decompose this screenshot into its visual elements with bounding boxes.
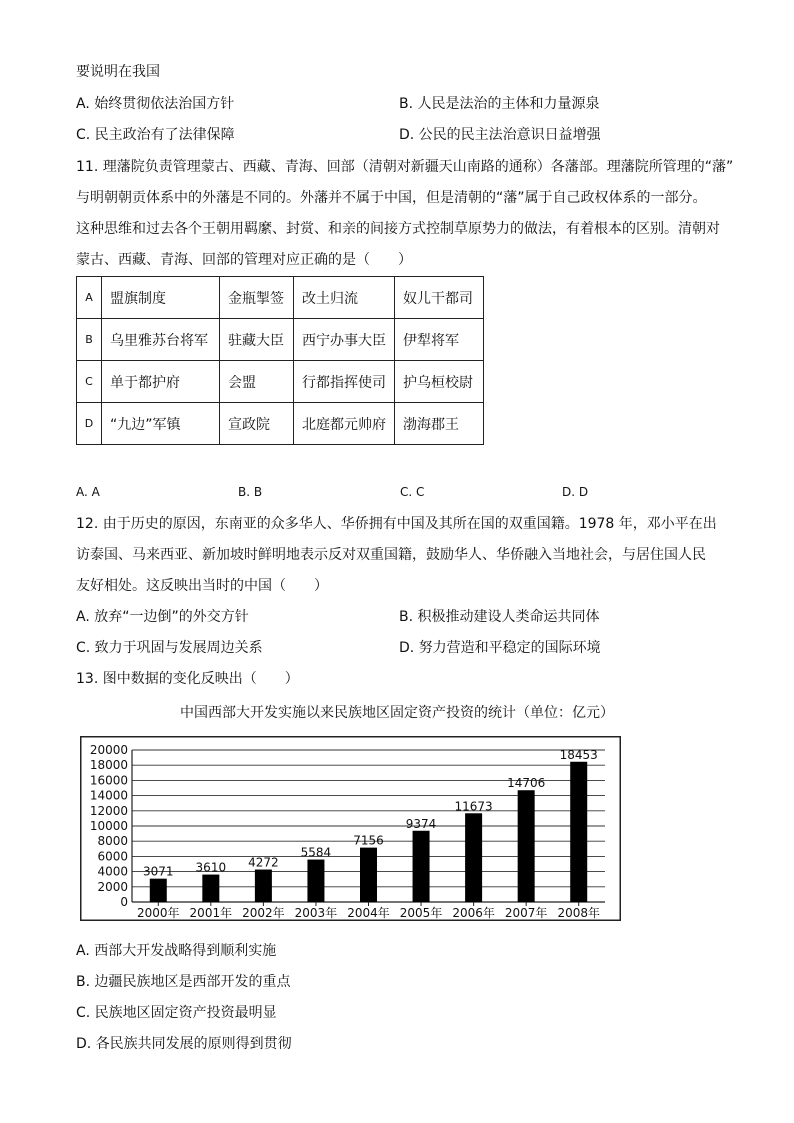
q12-stem-line-1: 12. 由于历史的原因，东南亚的众多华人、华侨拥有中国及其所在国的双重国籍。1978 年，邓小平在出: [76, 516, 717, 532]
bar-value-label: 18453: [559, 747, 598, 762]
q12-option-c: C. 致力于巩固与发展周边关系: [76, 640, 263, 656]
y-tick-label: 10000: [89, 819, 128, 833]
bar-value-label: 14706: [507, 776, 546, 791]
y-tick-label: 2000: [97, 879, 128, 894]
table-cell: 奴儿干都司: [395, 277, 484, 319]
q10-option-c: C. 民主政治有了法律保障: [76, 127, 235, 143]
q12-stem-line-2: 访泰国、马来西亚、新加坡时鲜明地表示反对双重国籍，鼓励华人、华侨融入当地社会，与居住国人民: [76, 547, 706, 563]
chart-title: 中国西部大开发实施以来民族地区固定资产投资的统计（单位：亿元）: [180, 705, 614, 721]
x-tick-label: 2000年: [137, 906, 180, 920]
q13-stem: 13. 图中数据的变化反映出（ ）: [76, 671, 299, 687]
y-tick-label: 0: [120, 895, 128, 909]
table-cell: 盟旗制度: [102, 277, 220, 319]
table-row: [77, 361, 484, 403]
q11-stem-line-1: 11. 理藩院负责管理蒙古、西藏、青海、回部（清朝对新疆天山南路的通称）各藩部。理藩院所管理的“藩”: [76, 159, 734, 175]
table-cell: 北庭都元帅府: [294, 403, 395, 445]
bar: [413, 831, 430, 902]
bar-value-label: 4272: [248, 855, 279, 870]
table-cell: 行都指挥使司: [294, 361, 395, 403]
q10-option-a: A. 始终贯彻依法治国方针: [76, 96, 235, 112]
q10-option-b: B. 人民是法治的主体和力量源泉: [399, 96, 600, 112]
q11-stem-line-4: 蒙古、西藏、青海、回部的管理对应正确的是（ ）: [76, 252, 412, 268]
q13-option-d: D. 各民族共同发展的原则得到贯彻: [76, 1036, 292, 1052]
table-row: [77, 403, 484, 445]
y-tick-label: 16000: [89, 773, 128, 788]
y-tick-label: 8000: [97, 834, 128, 849]
table-cell: A: [77, 277, 102, 319]
table-cell: 会盟: [220, 361, 294, 403]
q12-option-d: D. 努力营造和平稳定的国际环境: [399, 640, 601, 656]
intro-line: 要说明在我国: [76, 64, 160, 80]
q11-option-b: B. B: [238, 485, 263, 499]
bar: [150, 879, 167, 902]
table-cell: 宣政院: [220, 403, 294, 445]
y-tick-label: 20000: [89, 743, 128, 757]
bar-value-label: 11673: [454, 799, 493, 814]
q12-stem-line-3: 友好相处。这反映出当时的中国（ ）: [76, 578, 328, 594]
q11-options-table: [76, 276, 484, 445]
bar: [570, 762, 587, 902]
table-cell: 改土归流: [294, 277, 395, 319]
q12-option-a: A. 放弃“一边倒”的外交方针: [76, 609, 249, 625]
x-tick-label: 2003年: [294, 906, 338, 920]
bar-value-label: 9374: [405, 816, 437, 831]
table-cell: 护乌桓校尉: [395, 361, 484, 403]
bar: [360, 848, 377, 902]
table-cell: “九边”军镇: [102, 403, 220, 445]
x-tick-label: 2007年: [504, 906, 548, 920]
table-row: [77, 319, 484, 361]
bar-value-label: 3610: [195, 860, 227, 875]
table-cell: 金瓶掣签: [220, 277, 294, 319]
q13-option-c: C. 民族地区固定资产投资最明显: [76, 1005, 277, 1021]
q10-option-d: D. 公民的民主法治意识日益增强: [399, 127, 601, 143]
x-tick-label: 2001年: [189, 906, 233, 920]
x-tick-label: 2002年: [242, 906, 285, 920]
x-tick-label: 2005年: [399, 906, 443, 920]
bar-value-label: 7156: [353, 833, 384, 848]
q11-option-c: C. C: [400, 485, 425, 499]
q13-option-a: A. 西部大开发战略得到顺利实施: [76, 943, 277, 959]
y-tick-label: 14000: [89, 788, 128, 803]
table-cell: C: [77, 361, 102, 403]
q12-option-b: B. 积极推动建设人类命运共同体: [399, 609, 600, 625]
x-tick-label: 2006年: [452, 906, 495, 920]
q11-stem-line-2: 与明朝朝贡体系中的外藩是不同的。外藩并不属于中国，但是清朝的“藩”属于自己政权体系的一部分。: [76, 190, 707, 206]
table-cell: 驻藏大臣: [220, 319, 294, 361]
bar-value-label: 5584: [300, 845, 332, 860]
table-cell: 渤海郡王: [395, 403, 484, 445]
bar: [255, 870, 272, 902]
y-tick-label: 4000: [97, 864, 128, 879]
bar: [202, 875, 219, 902]
table-cell: D: [77, 403, 102, 445]
table-cell: 乌里雅苏台将军: [102, 319, 220, 361]
bar: [307, 860, 324, 902]
bar-chart: [80, 736, 621, 921]
table-cell: 西宁办事大臣: [294, 319, 395, 361]
q11-option-a: A. A: [76, 485, 100, 499]
x-tick-label: 2008年: [557, 906, 600, 920]
q13-option-b: B. 边疆民族地区是西部开发的重点: [76, 974, 291, 990]
y-tick-label: 18000: [89, 758, 128, 773]
y-tick-label: 12000: [89, 803, 128, 818]
bar: [465, 813, 482, 902]
bar-value-label: 3071: [143, 864, 174, 879]
y-tick-label: 6000: [97, 849, 128, 864]
table-cell: B: [77, 319, 102, 361]
x-tick-label: 2004年: [347, 906, 390, 920]
q11-option-d: D. D: [562, 485, 589, 499]
q11-stem-line-3: 这种思维和过去各个王朝用羁縻、封赏、和亲的间接方式控制草原势力的做法，有着根本的区别。清朝对: [76, 221, 720, 237]
table-cell: 伊犁将军: [395, 319, 484, 361]
table-cell: 单于都护府: [102, 361, 220, 403]
bar: [518, 790, 535, 902]
table-row: [77, 277, 484, 319]
